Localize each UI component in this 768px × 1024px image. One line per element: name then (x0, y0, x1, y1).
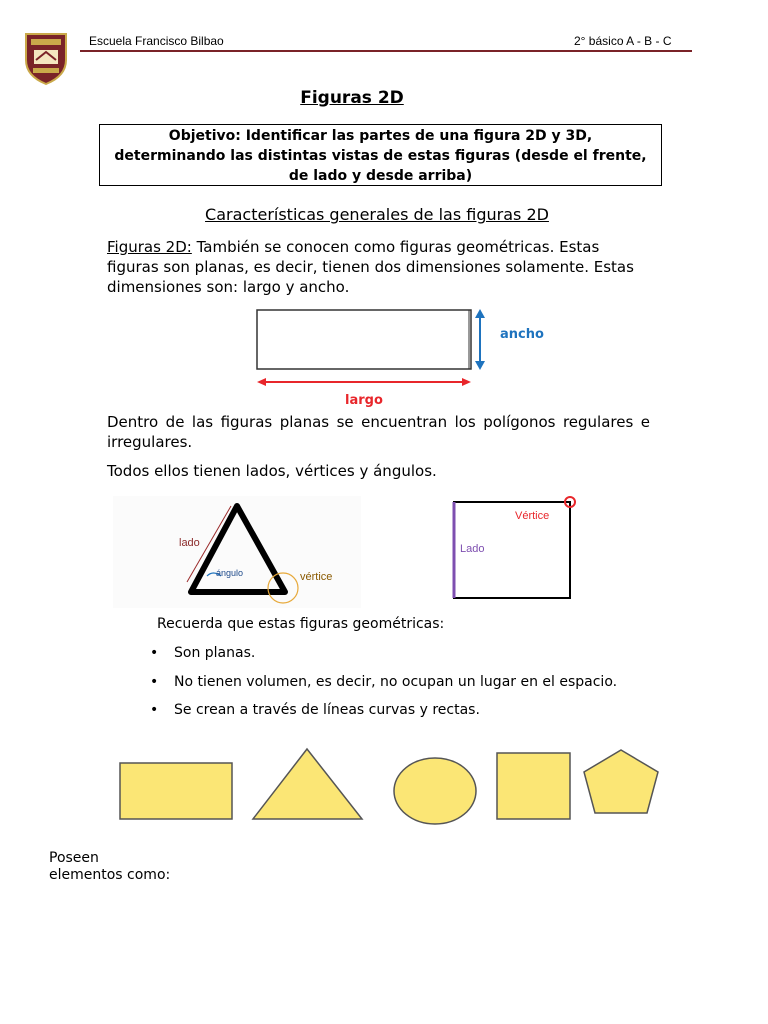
objective-box (99, 124, 662, 186)
intro-text: También se conocen como figuras geométricas. Estas figuras son planas, es decir, tienen dos dimensiones solamente. Estas dimensiones son: largo y ancho. (107, 238, 634, 296)
pentagon-shape (584, 750, 658, 813)
height-arrow (475, 309, 485, 370)
possess-line-1: Poseen (49, 850, 99, 866)
page-title: Figuras 2D (300, 88, 404, 108)
angle-label: ángulo (216, 568, 244, 578)
section-subtitle: Características generales de las figuras 2D (205, 205, 549, 224)
elements-paragraph: Todos ellos tienen lados, vértices y ángulos. (107, 462, 437, 480)
circle-shape (394, 758, 476, 824)
list-item: • No tienen volumen, es decir, no ocupan un lugar en el espacio. (150, 674, 618, 690)
header-rule (80, 50, 692, 52)
vertex-label: Vértice (515, 510, 550, 522)
vertex-label: vértice (300, 571, 333, 583)
shapes-row (110, 742, 670, 828)
dimension-diagram (250, 304, 560, 414)
square-figure (446, 494, 580, 604)
bullet-icon: • (150, 674, 159, 690)
triangle-figure (113, 496, 361, 608)
triangle-shape (253, 749, 362, 819)
list-item: • Son planas. (150, 645, 256, 661)
intro-label: Figuras 2D: (107, 238, 192, 256)
grade-label: 2° básico A - B - C (574, 34, 672, 48)
list-item: • Se crean a través de líneas curvas y rectas. (150, 702, 480, 718)
largo-label: largo (345, 393, 383, 408)
objective-line-1: Objetivo: Identificar las partes de una figura 2D y 3D, (168, 128, 593, 144)
side-label: Lado (460, 543, 485, 555)
school-logo (24, 30, 68, 86)
bullet-icon: • (150, 702, 159, 718)
square-shape (497, 753, 570, 819)
side-label: lado (179, 537, 200, 549)
bullet-icon: • (150, 645, 159, 661)
width-arrow (257, 378, 471, 386)
intro-paragraph (107, 237, 652, 297)
school-name: Escuela Francisco Bilbao (89, 34, 224, 48)
objective-line-2: determinando las distintas vistas de estas figuras (desde el frente, (114, 148, 647, 164)
ancho-label: ancho (500, 327, 544, 342)
possess-line-2: elementos como: (49, 867, 171, 883)
possess-text (49, 850, 170, 884)
rectangle-shape (120, 763, 232, 819)
remember-text: Recuerda que estas figuras geométricas: (157, 616, 445, 632)
objective-line-3: de lado y desde arriba) (288, 168, 473, 184)
polygons-paragraph: Dentro de las figuras planas se encuentran los polígonos regulares e irregulares. (107, 413, 650, 451)
